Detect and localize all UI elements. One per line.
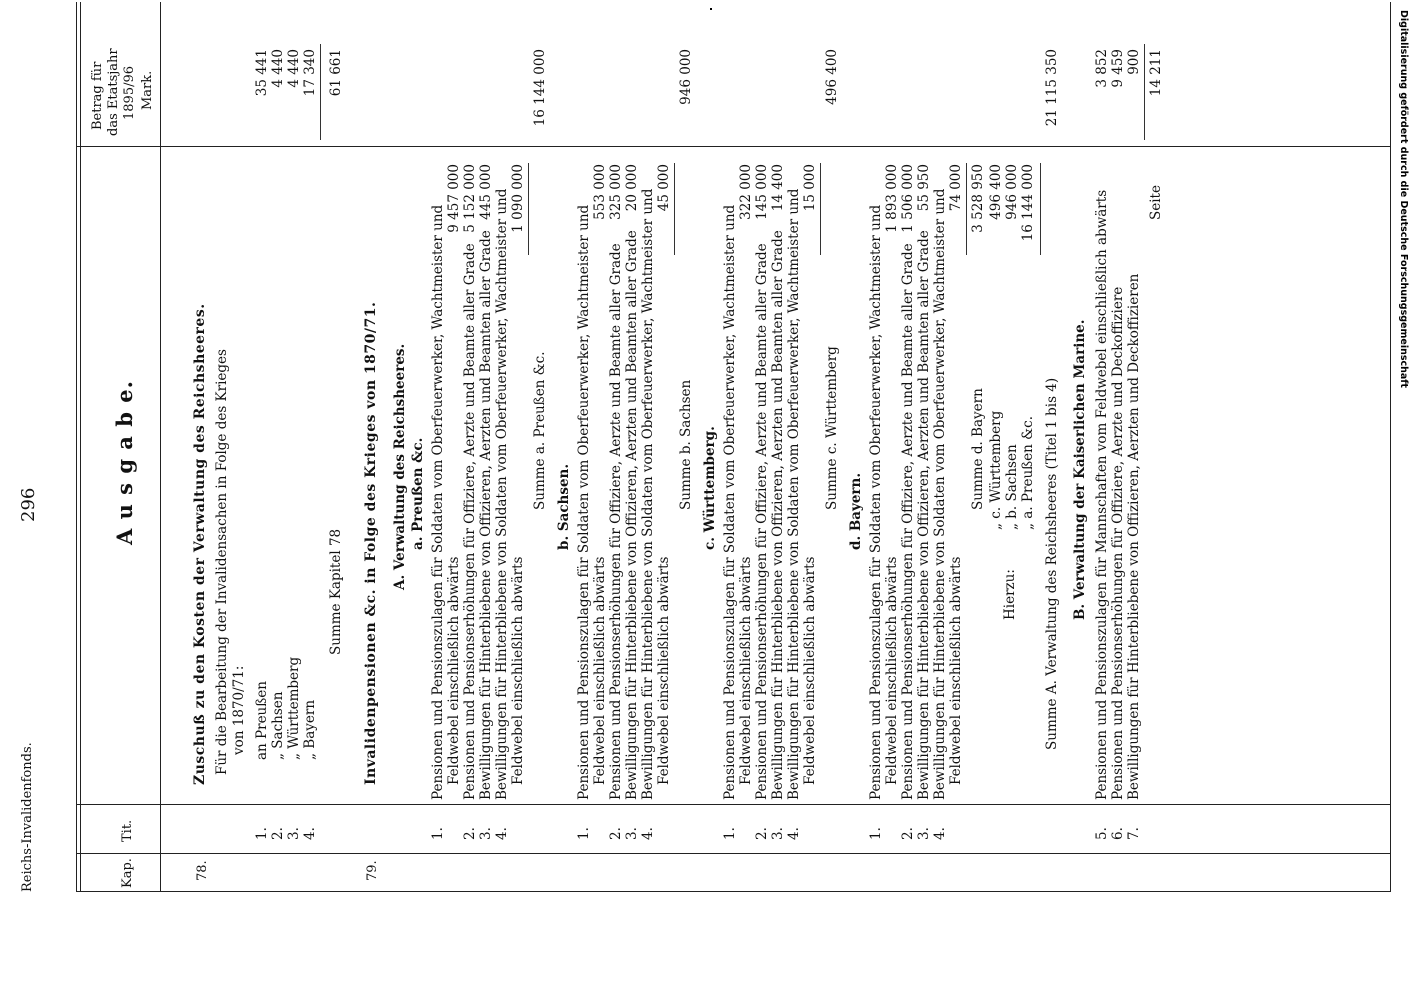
hierzu-item-label: „ c. Württemberg bbox=[988, 410, 1004, 530]
tit-number: 3. bbox=[916, 827, 932, 840]
sum-rule bbox=[1040, 163, 1041, 255]
table-top-rule bbox=[76, 2, 77, 892]
entry-text: Feldwebel einschließlich abwärts bbox=[656, 556, 672, 785]
entry-amount: 9 459 bbox=[1110, 49, 1126, 88]
page-sum-amount: 14 211 bbox=[1148, 49, 1164, 97]
entry-amount: 14 400 bbox=[770, 164, 786, 212]
subsection-title: a. Preußen &c. bbox=[410, 437, 426, 550]
kap-78-item-label: „ Sachsen bbox=[270, 691, 286, 760]
subsection-sum-label: Summe c. Württemberg bbox=[824, 346, 840, 510]
entry-amount: 322 000 bbox=[738, 164, 754, 220]
sum-rule bbox=[674, 163, 675, 255]
col-amount-line2: das Etatsjahr bbox=[106, 48, 121, 136]
table-bottom-rule bbox=[1390, 2, 1391, 892]
dfg-margin-note bbox=[1395, 10, 1413, 990]
tit-number: 4. bbox=[494, 827, 510, 840]
col-amount-line3: 1895/96 bbox=[122, 65, 137, 120]
kap-78-item-amount: 35 441 bbox=[254, 49, 270, 97]
tit-number: 1. bbox=[254, 827, 270, 840]
kap-78-item-label: „ Württemberg bbox=[286, 656, 302, 760]
hierzu-item-amount: 496 400 bbox=[988, 164, 1004, 220]
tit-number: 1. bbox=[722, 827, 738, 840]
entry-text: Bewilligungen für Hinterbliebene von Soldaten vom Oberfeuerwerker, Wachtmeister und bbox=[640, 188, 656, 800]
kap-78-subheading-2: von 1870/71: bbox=[231, 665, 247, 755]
entry-amount: 5 152 000 bbox=[462, 164, 478, 233]
entry-amount: 445 000 bbox=[478, 164, 494, 220]
entry-text: Bewilligungen für Hinterbliebene von Offizieren, Aerzten und Beamten aller Grade bbox=[916, 230, 932, 800]
tit-col-rule bbox=[76, 804, 1390, 805]
hierzu-item-amount: 16 144 000 bbox=[1020, 164, 1036, 242]
subsection-sum-amount: 3 528 950 bbox=[970, 164, 986, 233]
entry-amount: 325 000 bbox=[608, 164, 624, 220]
entry-text: Pensionen und Pensionserhöhungen für Offiziere, Aerzte und Deckoffiziere bbox=[1110, 286, 1126, 800]
entry-amount: 15 000 bbox=[802, 164, 818, 212]
tit-number: 5. bbox=[1094, 827, 1110, 840]
section-a-heading: A. Verwaltung des Reichsheeres. bbox=[392, 343, 408, 590]
entry-text: Feldwebel einschließlich abwärts bbox=[592, 556, 608, 785]
kap-78-number: 78. bbox=[195, 860, 210, 881]
tit-number: 2. bbox=[608, 827, 624, 840]
kap-78-subheading: Für die Bearbeitung der Invalidensachen in Folge des Krieges bbox=[214, 349, 230, 775]
col-tit-header: Tit. bbox=[120, 819, 135, 842]
entry-text: Bewilligungen für Hinterbliebene von Offizieren, Aerzten und Deckoffizieren bbox=[1126, 273, 1142, 800]
kap-78-item-amount: 4 440 bbox=[270, 49, 286, 88]
kap-col-rule bbox=[76, 853, 1390, 854]
tit-number: 1. bbox=[868, 827, 884, 840]
amount-col-rule bbox=[76, 146, 1390, 147]
entry-amount: 553 000 bbox=[592, 164, 608, 220]
tit-number: 1. bbox=[430, 827, 446, 840]
hierzu-item-label: „ b. Sachsen bbox=[1004, 444, 1020, 530]
tit-number: 4. bbox=[640, 827, 656, 840]
tit-number: 4. bbox=[302, 827, 318, 840]
entry-amount: 1 090 000 bbox=[510, 164, 526, 233]
col-amount-unit: Mark. bbox=[140, 70, 155, 110]
kap-79-number: 79. bbox=[365, 860, 380, 881]
entry-amount: 145 000 bbox=[754, 164, 770, 220]
entry-text: Feldwebel einschließlich abwärts bbox=[884, 556, 900, 785]
col-amount-line1: Betrag für bbox=[90, 61, 105, 130]
col-kap-header: Kap. bbox=[120, 858, 135, 888]
page-number: 296 bbox=[18, 487, 39, 522]
section-title: A u s g a b e. bbox=[112, 380, 137, 545]
tit-number: 3. bbox=[478, 827, 494, 840]
subsection-sum-amount: 946 000 bbox=[678, 49, 694, 105]
subsection-sum-label: Summe d. Bayern bbox=[970, 388, 986, 510]
entry-amount: 900 bbox=[1126, 49, 1142, 75]
entry-text: Feldwebel einschließlich abwärts bbox=[802, 556, 818, 785]
tit-number: 4. bbox=[932, 827, 948, 840]
scan-speck bbox=[710, 8, 712, 10]
section-b-heading: B. Verwaltung der Kaiserlichen Marine. bbox=[1072, 319, 1088, 620]
kap-78-item-label: an Preußen bbox=[254, 681, 270, 760]
entry-text: Pensionen und Pensionserhöhungen für Offiziere, Aerzte und Beamte aller Grade bbox=[462, 243, 478, 800]
sum-rule bbox=[1144, 44, 1145, 140]
kap-78-heading: Zuschuß zu den Kosten der Verwaltung des Reichsheeres. bbox=[192, 303, 208, 785]
entry-amount: 3 852 bbox=[1094, 49, 1110, 88]
hierzu-item-amount: 946 000 bbox=[1004, 164, 1020, 220]
entry-text: Bewilligungen für Hinterbliebene von Offizieren, Aerzten und Beamten aller Grade bbox=[624, 230, 640, 800]
tit-number: 2. bbox=[900, 827, 916, 840]
table-left-rule bbox=[76, 891, 1390, 892]
entry-text: Pensionen und Pensionszulagen für Soldaten vom Oberfeuerwerker, Wachtmeister und bbox=[576, 204, 592, 800]
entry-text: Pensionen und Pensionszulagen für Soldaten vom Oberfeuerwerker, Wachtmeister und bbox=[868, 204, 884, 800]
section-a-sum-label: Summe A. Verwaltung des Reichsheeres (Titel 1 bis 4) bbox=[1044, 377, 1060, 750]
tit-number: 1. bbox=[576, 827, 592, 840]
tit-number: 2. bbox=[754, 827, 770, 840]
subsection-sum-label: Summe a. Preußen &c. bbox=[532, 351, 548, 510]
subsection-sum-label: Summe b. Sachsen bbox=[678, 379, 694, 510]
hierzu-label: Hierzu: bbox=[1002, 569, 1018, 620]
entry-text: Bewilligungen für Hinterbliebene von Soldaten vom Oberfeuerwerker, Wachtmeister und bbox=[494, 188, 510, 800]
entry-text: Feldwebel einschließlich abwärts bbox=[948, 556, 964, 785]
entry-text: Feldwebel einschließlich abwärts bbox=[738, 556, 754, 785]
hierzu-item-label: „ a. Preußen &c. bbox=[1020, 416, 1036, 530]
sum-rule bbox=[820, 163, 821, 255]
sum-rule bbox=[320, 44, 321, 140]
tit-number: 6. bbox=[1110, 827, 1126, 840]
tit-number: 7. bbox=[1126, 827, 1142, 840]
entry-amount: 45 000 bbox=[656, 164, 672, 212]
tit-number: 3. bbox=[624, 827, 640, 840]
entry-text: Pensionen und Pensionserhöhungen für Offiziere, Aerzte und Beamte aller Grade bbox=[900, 243, 916, 800]
subsection-sum-amount: 496 400 bbox=[824, 49, 840, 105]
entry-text: Bewilligungen für Hinterbliebene von Soldaten vom Oberfeuerwerker, Wachtmeister und bbox=[786, 188, 802, 800]
entry-amount: 55 950 bbox=[916, 164, 932, 212]
kap-78-sum-amount: 61 661 bbox=[328, 49, 344, 97]
entry-text: Pensionen und Pensionszulagen für Soldaten vom Oberfeuerwerker, Wachtmeister und bbox=[430, 204, 446, 800]
tit-number: 2. bbox=[270, 827, 286, 840]
entry-text: Feldwebel einschließlich abwärts bbox=[510, 556, 526, 785]
running-title: Reichs-Invalidenfonds. bbox=[20, 742, 35, 892]
tit-number: 4. bbox=[786, 827, 802, 840]
kap-78-item-label: „ Bayern bbox=[302, 699, 318, 760]
kap-78-item-amount: 4 440 bbox=[286, 49, 302, 88]
entry-amount: 74 000 bbox=[948, 164, 964, 212]
subsection-title: c. Württemberg. bbox=[702, 426, 718, 550]
entry-amount: 1 506 000 bbox=[900, 164, 916, 233]
sum-rule bbox=[966, 163, 967, 255]
subsection-title: b. Sachsen. bbox=[556, 463, 572, 550]
kap-78-item-amount: 17 340 bbox=[302, 49, 318, 97]
dfg-note-text: Digitalisierung gefördert durch die Deutsche Forschungsgemeinschaft bbox=[1398, 10, 1409, 388]
section-a-sum-amount: 21 115 350 bbox=[1044, 49, 1060, 127]
table-top-rule-2 bbox=[80, 2, 81, 892]
tit-number: 2. bbox=[462, 827, 478, 840]
entry-amount: 1 893 000 bbox=[884, 164, 900, 233]
entry-text: Feldwebel einschließlich abwärts bbox=[446, 556, 462, 785]
kap-79-heading: Invalidenpensionen &c. in Folge des Krieges von 1870/71. bbox=[363, 301, 379, 785]
entry-text: Bewilligungen für Hinterbliebene von Offizieren, Aerzten und Beamten aller Grade bbox=[770, 230, 786, 800]
entry-text: Bewilligungen für Hinterbliebene von Soldaten vom Oberfeuerwerker, Wachtmeister und bbox=[932, 188, 948, 800]
subsection-sum-amount: 16 144 000 bbox=[532, 49, 548, 127]
entry-text: Pensionen und Pensionszulagen für Mannschaften vom Feldwebel einschließlich abwärts bbox=[1094, 189, 1110, 800]
entry-text: Pensionen und Pensionserhöhungen für Offiziere, Aerzte und Beamte aller Grade bbox=[608, 243, 624, 800]
sum-rule bbox=[528, 163, 529, 255]
page-sum-label: Seite bbox=[1148, 185, 1164, 220]
entry-text: Bewilligungen für Hinterbliebene von Offizieren, Aerzten und Beamten aller Grade bbox=[478, 230, 494, 800]
entry-text: Pensionen und Pensionszulagen für Soldaten vom Oberfeuerwerker, Wachtmeister und bbox=[722, 204, 738, 800]
entry-amount: 9 457 000 bbox=[446, 164, 462, 233]
subsection-title: d. Bayern. bbox=[848, 472, 864, 550]
tit-number: 3. bbox=[286, 827, 302, 840]
entry-text: Pensionen und Pensionserhöhungen für Offiziere, Aerzte und Beamte aller Grade bbox=[754, 243, 770, 800]
entry-amount: 20 000 bbox=[624, 164, 640, 212]
kap-78-sum-label: Summe Kapitel 78 bbox=[328, 528, 344, 655]
tit-number: 3. bbox=[770, 827, 786, 840]
header-row-rule bbox=[160, 2, 161, 892]
